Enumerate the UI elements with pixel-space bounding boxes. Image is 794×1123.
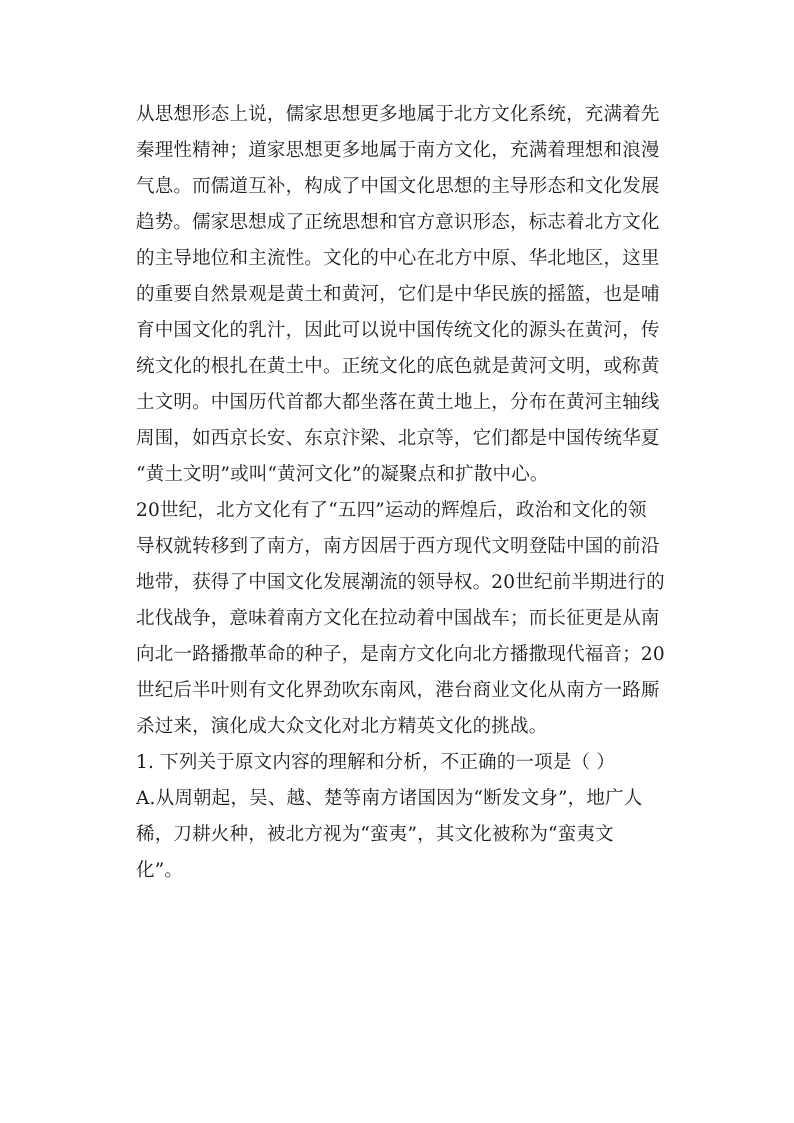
text-line: 北伐战争，意味着南方文化在拉动着中国战车；而长征更是从南 (136, 608, 660, 629)
text-line: 秦理性精神；道家思想更多地属于南方文化，充满着理想和浪漫 (136, 140, 660, 161)
question-stem: 1. 下列关于原文内容的理解和分析，不正确的一项是（ ） (136, 752, 616, 773)
text-line: 向北一路播撒革命的种子，是南方文化向北方播撒现代福音；20 (136, 644, 665, 665)
text-line: 趋势。儒家思想成了正统思想和官方意识形态，标志着北方文化 (136, 212, 660, 233)
text-line: 导权就转移到了南方，南方因居于西方现代文明登陆中国的前沿 (136, 536, 660, 557)
text-line: 的重要自然景观是黄土和黄河，它们是中华民族的摇篮，也是哺 (136, 284, 660, 305)
text-line: 20世纪，北方文化有了“五四”运动的辉煌后，政治和文化的领 (136, 500, 647, 521)
text-line: 从思想形态上说，儒家思想更多地属于北方文化系统，充满着先 (136, 104, 660, 125)
text-line: “黄土文明”或叫“黄河文化”的凝聚点和扩散中心。 (136, 464, 549, 485)
text-line: 的主导地位和主流性。文化的中心在北方中原、华北地区，这里 (136, 248, 660, 269)
option-a-line: 稀，刀耕火种，被北方视为“蛮夷”，其文化被称为“蛮夷文 (136, 824, 614, 845)
option-a-line: 化”。 (136, 860, 184, 881)
text-line: 地带，获得了中国文化发展潮流的领导权。20世纪前半期进行的 (136, 572, 665, 593)
text-line: 周围，如西京长安、东京汴梁、北京等，它们都是中国传统华夏 (136, 428, 660, 449)
text-line: 杀过来，演化成大众文化对北方精英文化的挑战。 (136, 716, 548, 737)
text-line: 统文化的根扎在黄土中。正统文化的底色就是黄河文明，或称黄 (136, 356, 660, 377)
text-line: 育中国文化的乳汁，因此可以说中国传统文化的源头在黄河，传 (136, 320, 660, 341)
text-line: 世纪后半叶则有文化界劲吹东南风，港台商业文化从南方一路厮 (136, 680, 660, 701)
text-line: 气息。而儒道互补，构成了中国文化思想的主导形态和文化发展 (136, 176, 660, 197)
option-a-line: A.从周朝起，吴、越、楚等南方诸国因为“断发文身”，地广人 (136, 788, 643, 809)
text-line: 土文明。中国历代首都大都坐落在黄土地上，分布在黄河主轴线 (136, 392, 660, 413)
